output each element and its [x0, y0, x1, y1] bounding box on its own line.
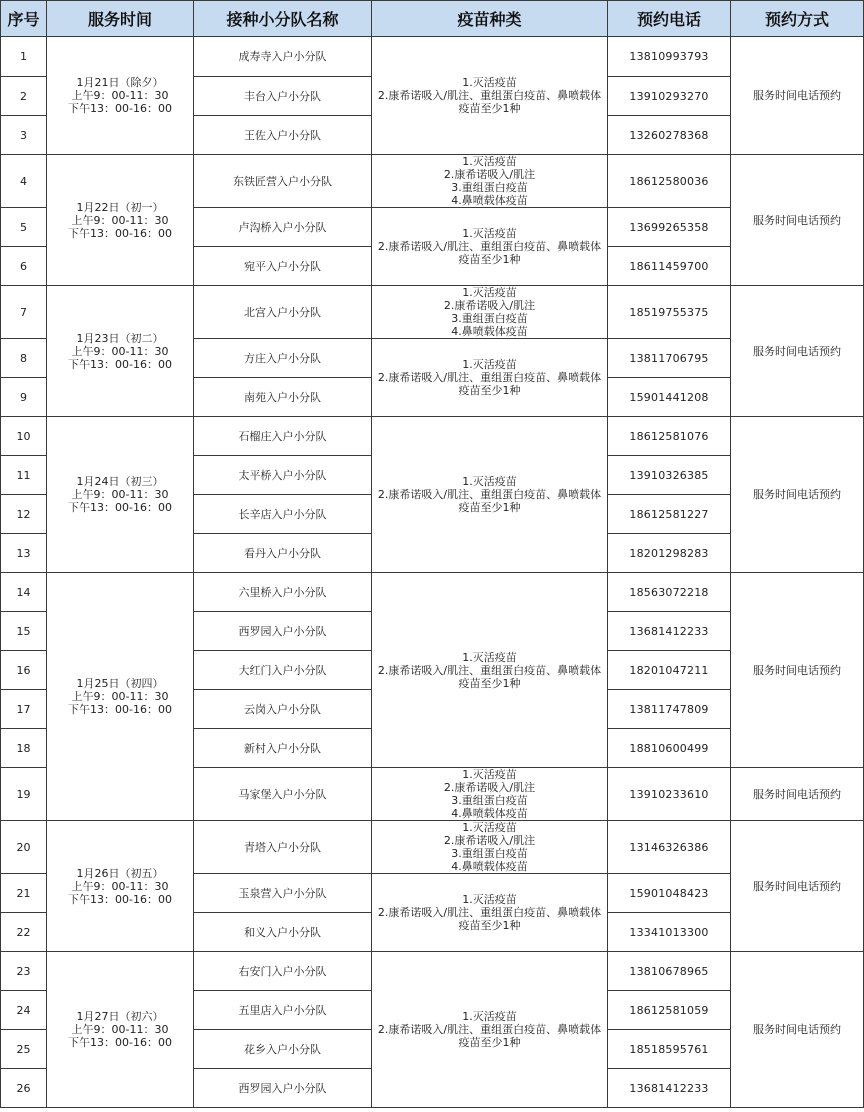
header-seq: 序号	[1, 1, 47, 37]
service-time-cell: 1月26日（初五） 上午9：00-11：30 下午13：00-16：00	[47, 821, 194, 952]
phone-cell[interactable]: 13810678965	[608, 952, 731, 991]
seq-cell: 15	[1, 612, 47, 651]
team-name-cell: 南苑入户小分队	[194, 378, 372, 417]
service-time-cell: 1月22日（初一） 上午9：00-11：30 下午13：00-16：00	[47, 155, 194, 286]
seq-cell: 6	[1, 247, 47, 286]
service-time-cell: 1月23日（初二） 上午9：00-11：30 下午13：00-16：00	[47, 286, 194, 417]
phone-cell[interactable]: 13260278368	[608, 116, 731, 155]
booking-method-cell: 服务时间电话预约	[731, 286, 864, 417]
service-time-cell: 1月24日（初三） 上午9：00-11：30 下午13：00-16：00	[47, 417, 194, 573]
team-name-cell: 和义入户小分队	[194, 913, 372, 952]
phone-cell[interactable]: 13811706795	[608, 339, 731, 378]
table-row	[1, 821, 864, 874]
phone-cell[interactable]: 18612581076	[608, 417, 731, 456]
seq-cell: 17	[1, 690, 47, 729]
team-name-cell: 玉泉营入户小分队	[194, 874, 372, 913]
seq-cell: 11	[1, 456, 47, 495]
seq-cell: 14	[1, 573, 47, 612]
header-vaccine-type: 疫苗种类	[372, 1, 608, 37]
table-row	[1, 37, 864, 77]
seq-cell: 26	[1, 1069, 47, 1108]
vaccine-type-cell: 1.灭活疫苗 2.康希诺吸入/肌注、重组蛋白疫苗、鼻喷载体疫苗至少1种	[372, 417, 608, 573]
phone-cell[interactable]: 18810600499	[608, 729, 731, 768]
booking-method-cell: 服务时间电话预约	[731, 768, 864, 821]
vaccine-type-cell: 1.灭活疫苗 2.康希诺吸入/肌注、重组蛋白疫苗、鼻喷载体疫苗至少1种	[372, 874, 608, 952]
vaccine-type-cell: 1.灭活疫苗 2.康希诺吸入/肌注、重组蛋白疫苗、鼻喷载体疫苗至少1种	[372, 573, 608, 768]
team-name-cell: 新村入户小分队	[194, 729, 372, 768]
phone-cell[interactable]: 18612581059	[608, 991, 731, 1030]
team-name-cell: 长辛店入户小分队	[194, 495, 372, 534]
vaccine-type-cell: 1.灭活疫苗 2.康希诺吸入/肌注 3.重组蛋白疫苗 4.鼻喷载体疫苗	[372, 768, 608, 821]
phone-cell[interactable]: 13910233610	[608, 768, 731, 821]
seq-cell: 7	[1, 286, 47, 339]
team-name-cell: 云岗入户小分队	[194, 690, 372, 729]
team-name-cell: 宛平入户小分队	[194, 247, 372, 286]
team-name-cell: 大红门入户小分队	[194, 651, 372, 690]
table-row	[1, 155, 864, 208]
team-name-cell: 东铁匠营入户小分队	[194, 155, 372, 208]
phone-cell[interactable]: 13146326386	[608, 821, 731, 874]
booking-method-cell: 服务时间电话预约	[731, 37, 864, 155]
seq-cell: 18	[1, 729, 47, 768]
phone-cell[interactable]: 13811747809	[608, 690, 731, 729]
table-row	[1, 417, 864, 456]
table-row	[1, 286, 864, 339]
seq-cell: 5	[1, 208, 47, 247]
seq-cell: 22	[1, 913, 47, 952]
vaccine-type-cell: 1.灭活疫苗 2.康希诺吸入/肌注 3.重组蛋白疫苗 4.鼻喷载体疫苗	[372, 155, 608, 208]
seq-cell: 10	[1, 417, 47, 456]
team-name-cell: 右安门入户小分队	[194, 952, 372, 991]
seq-cell: 16	[1, 651, 47, 690]
booking-method-cell: 服务时间电话预约	[731, 952, 864, 1108]
booking-method-cell: 服务时间电话预约	[731, 573, 864, 768]
seq-cell: 4	[1, 155, 47, 208]
seq-cell: 9	[1, 378, 47, 417]
team-name-cell: 五里店入户小分队	[194, 991, 372, 1030]
phone-cell[interactable]: 18563072218	[608, 573, 731, 612]
seq-cell: 25	[1, 1030, 47, 1069]
phone-cell[interactable]: 18519755375	[608, 286, 731, 339]
seq-cell: 3	[1, 116, 47, 155]
seq-cell: 24	[1, 991, 47, 1030]
team-name-cell: 石榴庄入户小分队	[194, 417, 372, 456]
seq-cell: 2	[1, 77, 47, 116]
team-name-cell: 方庄入户小分队	[194, 339, 372, 378]
phone-cell[interactable]: 18612581227	[608, 495, 731, 534]
phone-cell[interactable]: 18201298283	[608, 534, 731, 573]
team-name-cell: 成寿寺入户小分队	[194, 37, 372, 77]
team-name-cell: 王佐入户小分队	[194, 116, 372, 155]
service-time-cell: 1月21日（除夕） 上午9：00-11：30 下午13：00-16：00	[47, 37, 194, 155]
vaccine-type-cell: 1.灭活疫苗 2.康希诺吸入/肌注、重组蛋白疫苗、鼻喷载体疫苗至少1种	[372, 37, 608, 155]
booking-method-cell: 服务时间电话预约	[731, 155, 864, 286]
phone-cell[interactable]: 18518595761	[608, 1030, 731, 1069]
team-name-cell: 卢沟桥入户小分队	[194, 208, 372, 247]
seq-cell: 8	[1, 339, 47, 378]
team-name-cell: 六里桥入户小分队	[194, 573, 372, 612]
seq-cell: 21	[1, 874, 47, 913]
phone-cell[interactable]: 15901048423	[608, 874, 731, 913]
phone-cell[interactable]: 18201047211	[608, 651, 731, 690]
phone-cell[interactable]: 18612580036	[608, 155, 731, 208]
vaccine-type-cell: 1.灭活疫苗 2.康希诺吸入/肌注、重组蛋白疫苗、鼻喷载体疫苗至少1种	[372, 952, 608, 1108]
header-row	[1, 1, 864, 37]
team-name-cell: 北宫入户小分队	[194, 286, 372, 339]
header-phone: 预约电话	[608, 1, 731, 37]
seq-cell: 23	[1, 952, 47, 991]
phone-cell[interactable]: 18611459700	[608, 247, 731, 286]
vaccine-type-cell: 1.灭活疫苗 2.康希诺吸入/肌注、重组蛋白疫苗、鼻喷载体疫苗至少1种	[372, 339, 608, 417]
service-time-cell: 1月27日（初六） 上午9：00-11：30 下午13：00-16：00	[47, 952, 194, 1108]
team-name-cell: 西罗园入户小分队	[194, 1069, 372, 1108]
phone-cell[interactable]: 13699265358	[608, 208, 731, 247]
seq-cell: 1	[1, 37, 47, 77]
header-service-time: 服务时间	[47, 1, 194, 37]
header-team-name: 接种小分队名称	[194, 1, 372, 37]
seq-cell: 20	[1, 821, 47, 874]
phone-cell[interactable]: 13341013300	[608, 913, 731, 952]
vaccine-type-cell: 1.灭活疫苗 2.康希诺吸入/肌注 3.重组蛋白疫苗 4.鼻喷载体疫苗	[372, 821, 608, 874]
team-name-cell: 马家堡入户小分队	[194, 768, 372, 821]
booking-method-cell: 服务时间电话预约	[731, 821, 864, 952]
service-time-cell: 1月25日（初四） 上午9：00-11：30 下午13：00-16：00	[47, 573, 194, 821]
team-name-cell: 丰台入户小分队	[194, 77, 372, 116]
phone-cell[interactable]: 15901441208	[608, 378, 731, 417]
booking-method-cell: 服务时间电话预约	[731, 417, 864, 573]
seq-cell: 13	[1, 534, 47, 573]
team-name-cell: 看丹入户小分队	[194, 534, 372, 573]
header-booking-method: 预约方式	[731, 1, 864, 37]
team-name-cell: 花乡入户小分队	[194, 1030, 372, 1069]
vaccine-type-cell: 1.灭活疫苗 2.康希诺吸入/肌注 3.重组蛋白疫苗 4.鼻喷载体疫苗	[372, 286, 608, 339]
phone-cell[interactable]: 13681412233	[608, 612, 731, 651]
team-name-cell: 西罗园入户小分队	[194, 612, 372, 651]
phone-cell[interactable]: 13810993793	[608, 37, 731, 77]
vaccine-type-cell: 1.灭活疫苗 2.康希诺吸入/肌注、重组蛋白疫苗、鼻喷载体疫苗至少1种	[372, 208, 608, 286]
phone-cell[interactable]: 13681412233	[608, 1069, 731, 1108]
table-row	[1, 952, 864, 991]
seq-cell: 19	[1, 768, 47, 821]
team-name-cell: 青塔入户小分队	[194, 821, 372, 874]
phone-cell[interactable]: 13910326385	[608, 456, 731, 495]
seq-cell: 12	[1, 495, 47, 534]
phone-cell[interactable]: 13910293270	[608, 77, 731, 116]
team-name-cell: 太平桥入户小分队	[194, 456, 372, 495]
table-row	[1, 573, 864, 612]
